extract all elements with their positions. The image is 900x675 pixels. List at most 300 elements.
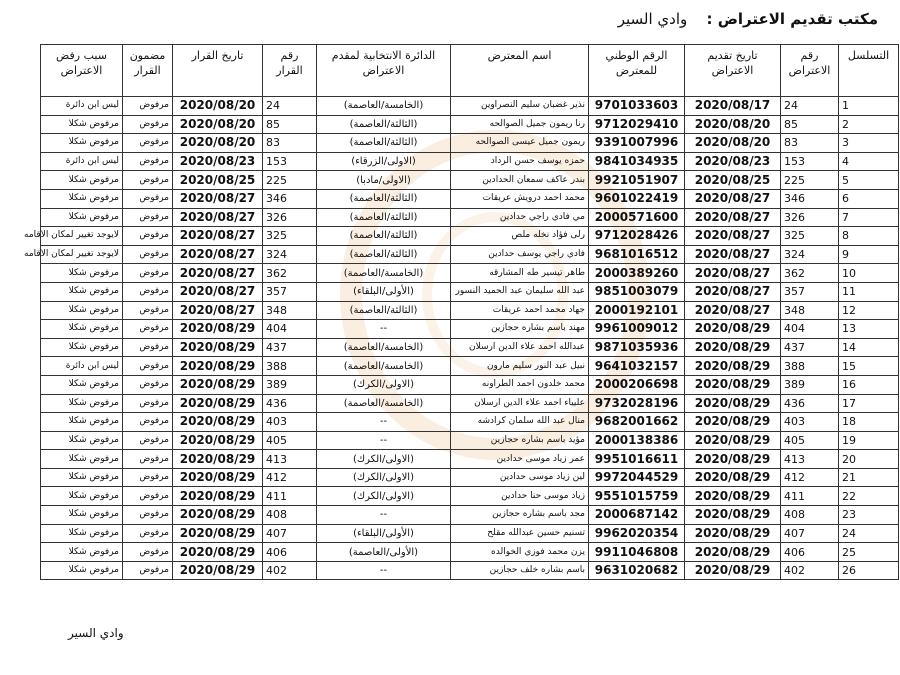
cell-decision-number: 346 [263,189,317,208]
cell-seq: 21 [839,468,899,487]
table-row [41,134,899,153]
cell-district: (الثالثة/العاصمة) [317,208,451,227]
cell-objector-name: رلى فؤاد نخله ملص [451,227,589,246]
cell-decision-date: 2020/08/29 [173,431,263,450]
table-row [41,561,899,580]
cell-objection-date: 2020/08/27 [685,208,781,227]
cell-national-id: 9962020354 [589,524,685,543]
cell-objection-date: 2020/08/25 [685,171,781,190]
cell-objection-number: 357 [781,282,839,301]
cell-objection-date: 2020/08/29 [685,487,781,506]
header-objection-date: تاريخ تقديم الاعتراض [685,45,781,97]
cell-seq: 5 [839,171,899,190]
cell-objection-number: 83 [781,134,839,153]
header-seq: التسلسل [839,45,899,97]
cell-objection-date: 2020/08/17 [685,97,781,116]
cell-decision-date: 2020/08/20 [173,115,263,134]
cell-decision-content: مرفوض [123,431,173,450]
cell-seq: 23 [839,506,899,525]
cell-seq: 7 [839,208,899,227]
cell-district: (الثالثة/العاصمة) [317,189,451,208]
cell-district: -- [317,506,451,525]
cell-rejection-reason: ليس ابن دائرة [41,97,123,116]
header-district: الدائرة الانتخابية لمقدم الاعتراض [317,45,451,97]
cell-rejection-reason: مرفوض شكلا [41,524,123,543]
cell-objection-number: 362 [781,264,839,283]
cell-objector-name: لين زياد موسى حدادين [451,468,589,487]
cell-objector-name: مهند باسم بشاره حجازين [451,320,589,339]
table-row [41,245,899,264]
cell-decision-date: 2020/08/29 [173,357,263,376]
header-objection-number: رقم الاعتراض [781,45,839,97]
cell-objection-number: 412 [781,468,839,487]
cell-rejection-reason: مرفوض شكلا [41,450,123,469]
table-row [41,208,899,227]
cell-decision-date: 2020/08/29 [173,450,263,469]
cell-decision-content: مرفوض [123,264,173,283]
table-row [41,189,899,208]
table-row [41,487,899,506]
cell-national-id: 9851003079 [589,282,685,301]
cell-decision-number: 83 [263,134,317,153]
cell-rejection-reason: مرفوض شكلا [41,115,123,134]
cell-district: -- [317,431,451,450]
cell-objection-number: 436 [781,394,839,413]
cell-objector-name: عمر زياد موسى حدادين [451,450,589,469]
cell-objection-date: 2020/08/27 [685,189,781,208]
header-national-id: الرقم الوطني للمعترض [589,45,685,97]
cell-national-id: 9921051907 [589,171,685,190]
cell-district: (الثالثة/العاصمة) [317,245,451,264]
cell-rejection-reason: مرفوض شكلا [41,320,123,339]
cell-objection-date: 2020/08/27 [685,264,781,283]
cell-objection-date: 2020/08/29 [685,357,781,376]
cell-national-id: 2000138386 [589,431,685,450]
cell-decision-date: 2020/08/29 [173,413,263,432]
cell-rejection-reason: مرفوض شكلا [41,375,123,394]
cell-objector-name: منال عبد الله سلمان كرادشه [451,413,589,432]
cell-objector-name: فادي راجي يوسف حدادين [451,245,589,264]
cell-district: (الثالثة/العاصمة) [317,301,451,320]
cell-rejection-reason: مرفوض شكلا [41,282,123,301]
cell-national-id: 9641032157 [589,357,685,376]
cell-district: -- [317,561,451,580]
cell-objector-name: عبدالله احمد علاء الدين ارسلان [451,338,589,357]
cell-national-id: 9701033603 [589,97,685,116]
page-header [618,10,878,28]
cell-objection-date: 2020/08/29 [685,375,781,394]
cell-decision-content: مرفوض [123,561,173,580]
cell-decision-number: 324 [263,245,317,264]
cell-objector-name: بندر عاكف سمعان الحدادين [451,171,589,190]
cell-rejection-reason: مرفوض شكلا [41,413,123,432]
cell-objector-name: محمد احمد درويش عريقات [451,189,589,208]
footer-district: وادي السير [68,626,124,640]
table-row [41,468,899,487]
cell-national-id: 9871035936 [589,338,685,357]
cell-district: (الاولى/الكرك) [317,450,451,469]
cell-objection-number: 405 [781,431,839,450]
cell-objector-name: مي فادي راجي حدادين [451,208,589,227]
cell-national-id: 2000389260 [589,264,685,283]
cell-seq: 14 [839,338,899,357]
cell-district: (الأولى/العاصمة) [317,543,451,562]
cell-seq: 3 [839,134,899,153]
cell-district: (الخامسة/العاصمة) [317,357,451,376]
cell-decision-number: 389 [263,375,317,394]
cell-seq: 6 [839,189,899,208]
table-row [41,357,899,376]
cell-decision-date: 2020/08/23 [173,152,263,171]
cell-decision-content: مرفوض [123,468,173,487]
cell-objection-date: 2020/08/29 [685,506,781,525]
objection-office-district: وادي السير [617,10,688,28]
cell-decision-content: مرفوض [123,227,173,246]
cell-national-id: 9972044529 [589,468,685,487]
cell-objector-name: ريمون جميل عيسى الصوالحه [451,134,589,153]
cell-objection-date: 2020/08/29 [685,543,781,562]
cell-rejection-reason: مرفوض شكلا [41,171,123,190]
cell-decision-number: 348 [263,301,317,320]
cell-decision-number: 326 [263,208,317,227]
cell-seq: 2 [839,115,899,134]
cell-decision-content: مرفوض [123,450,173,469]
cell-decision-date: 2020/08/29 [173,561,263,580]
table-row [41,264,899,283]
cell-rejection-reason: مرفوض شكلا [41,487,123,506]
cell-decision-number: 388 [263,357,317,376]
cell-objector-name: عبد الله سليمان عبد الحميد النسور [451,282,589,301]
cell-national-id: 9601022419 [589,189,685,208]
cell-objection-number: 24 [781,97,839,116]
cell-objection-number: 348 [781,301,839,320]
cell-national-id: 9551015759 [589,487,685,506]
cell-district: (الاولى/الكرك) [317,375,451,394]
cell-seq: 18 [839,413,899,432]
cell-rejection-reason: مرفوض شكلا [41,301,123,320]
cell-objection-date: 2020/08/27 [685,301,781,320]
cell-objection-number: 403 [781,413,839,432]
cell-objection-number: 225 [781,171,839,190]
cell-objection-date: 2020/08/29 [685,338,781,357]
cell-seq: 20 [839,450,899,469]
cell-district: (الثالثة/العاصمة) [317,115,451,134]
cell-national-id: 9712028426 [589,227,685,246]
cell-decision-date: 2020/08/29 [173,394,263,413]
cell-national-id: 2000571600 [589,208,685,227]
cell-decision-number: 411 [263,487,317,506]
cell-decision-content: مرفوض [123,97,173,116]
cell-decision-number: 402 [263,561,317,580]
cell-decision-date: 2020/08/27 [173,264,263,283]
cell-district: (الخامسة/العاصمة) [317,264,451,283]
cell-decision-date: 2020/08/27 [173,282,263,301]
cell-objection-date: 2020/08/20 [685,134,781,153]
table-row [41,227,899,246]
table-row [41,301,899,320]
cell-district: (الاولى/الكرك) [317,487,451,506]
cell-decision-content: مرفوض [123,245,173,264]
cell-objection-number: 388 [781,357,839,376]
cell-seq: 15 [839,357,899,376]
cell-decision-date: 2020/08/25 [173,171,263,190]
cell-objection-number: 411 [781,487,839,506]
cell-decision-date: 2020/08/29 [173,338,263,357]
cell-rejection-reason: مرفوض شكلا [41,208,123,227]
cell-district: (الثالثة/العاصمة) [317,227,451,246]
table-row [41,152,899,171]
cell-decision-number: 325 [263,227,317,246]
table-row [41,282,899,301]
cell-rejection-reason: مرفوض شكلا [41,506,123,525]
cell-national-id: 9951016611 [589,450,685,469]
table-row [41,115,899,134]
cell-objector-name: حمزه يوسف حسن الرداد [451,152,589,171]
cell-objection-date: 2020/08/27 [685,282,781,301]
cell-objector-name: نذير غضبان سليم النصراوين [451,97,589,116]
cell-objection-date: 2020/08/29 [685,561,781,580]
cell-objector-name: طاهر تيسير طه المشارقه [451,264,589,283]
cell-rejection-reason: ليس ابن دائرة [41,357,123,376]
cell-decision-number: 357 [263,282,317,301]
cell-decision-content: مرفوض [123,506,173,525]
table-row [41,431,899,450]
header-decision-date: تاريخ القرار [173,45,263,97]
cell-objection-date: 2020/08/29 [685,468,781,487]
cell-seq: 8 [839,227,899,246]
cell-decision-date: 2020/08/29 [173,543,263,562]
cell-district: -- [317,320,451,339]
cell-decision-content: مرفوض [123,524,173,543]
cell-objection-number: 325 [781,227,839,246]
table-row [41,543,899,562]
cell-national-id: 9712029410 [589,115,685,134]
cell-decision-date: 2020/08/27 [173,227,263,246]
cell-seq: 19 [839,431,899,450]
cell-district: (الاولى/الزرقاء) [317,152,451,171]
cell-rejection-reason: مرفوض شكلا [41,134,123,153]
cell-national-id: 9681016512 [589,245,685,264]
cell-objection-number: 404 [781,320,839,339]
cell-objection-number: 407 [781,524,839,543]
cell-objector-name: تسنيم حسين عبدالله مقلح [451,524,589,543]
cell-decision-number: 153 [263,152,317,171]
cell-rejection-reason: مرفوض شكلا [41,543,123,562]
cell-objection-date: 2020/08/29 [685,431,781,450]
cell-decision-number: 412 [263,468,317,487]
cell-seq: 26 [839,561,899,580]
cell-decision-date: 2020/08/20 [173,134,263,153]
cell-national-id: 2000192101 [589,301,685,320]
cell-objector-name: رنا ريمون جميل الصوالحه [451,115,589,134]
cell-decision-content: مرفوض [123,282,173,301]
table-row [41,394,899,413]
cell-objection-number: 437 [781,338,839,357]
cell-decision-number: 403 [263,413,317,432]
cell-objection-number: 406 [781,543,839,562]
cell-rejection-reason: مرفوض شكلا [41,189,123,208]
cell-objection-date: 2020/08/29 [685,394,781,413]
cell-district: (الأولى/البلقاء) [317,524,451,543]
cell-objector-name: باسم بشاره خلف حجازين [451,561,589,580]
cell-decision-number: 405 [263,431,317,450]
cell-district: (الخامسة/العاصمة) [317,338,451,357]
cell-objector-name: مجد باسم بشاره حجازين [451,506,589,525]
cell-decision-date: 2020/08/29 [173,487,263,506]
cell-objection-number: 408 [781,506,839,525]
table-row [41,171,899,190]
cell-decision-date: 2020/08/27 [173,301,263,320]
cell-rejection-reason: مرفوض شكلا [41,394,123,413]
cell-national-id: 2000206698 [589,375,685,394]
cell-district: (الاولى/مادبا) [317,171,451,190]
table-header-row [41,45,899,97]
cell-decision-content: مرفوض [123,375,173,394]
header-decision-content: مضمون القرار [123,45,173,97]
cell-decision-number: 24 [263,97,317,116]
cell-rejection-reason: لايوجد تغيير لمكان الاقامه [41,227,123,246]
cell-decision-date: 2020/08/20 [173,97,263,116]
cell-seq: 24 [839,524,899,543]
objections-table-wrapper [24,44,898,580]
cell-decision-date: 2020/08/29 [173,320,263,339]
cell-decision-content: مرفوض [123,134,173,153]
cell-objection-date: 2020/08/27 [685,227,781,246]
cell-decision-date: 2020/08/27 [173,208,263,227]
cell-objector-name: محمد خلدون احمد الطراونه [451,375,589,394]
table-row [41,524,899,543]
cell-decision-content: مرفوض [123,171,173,190]
cell-objection-date: 2020/08/29 [685,320,781,339]
cell-seq: 17 [839,394,899,413]
cell-seq: 16 [839,375,899,394]
cell-decision-number: 362 [263,264,317,283]
header-objector-name: اسم المعترض [451,45,589,97]
cell-decision-number: 408 [263,506,317,525]
cell-objector-name: زياد موسى حنا حدادين [451,487,589,506]
cell-national-id: 9391007996 [589,134,685,153]
cell-objector-name: يزن محمد فوزي الخوالده [451,543,589,562]
cell-rejection-reason: مرفوض شكلا [41,431,123,450]
cell-national-id: 2000687142 [589,506,685,525]
cell-objection-number: 413 [781,450,839,469]
cell-national-id: 9682001662 [589,413,685,432]
header-rejection-reason: سبب رفض الاعتراض [41,45,123,97]
table-row [41,97,899,116]
objection-office-label: مكتب تقديم الاعتراض : [706,10,878,28]
cell-objector-name: عليياء احمد علاء الدين ارسلان [451,394,589,413]
cell-objector-name: نبيل عبد النور سليم مارون [451,357,589,376]
cell-national-id: 9732028196 [589,394,685,413]
cell-seq: 13 [839,320,899,339]
cell-decision-number: 404 [263,320,317,339]
cell-district: -- [317,413,451,432]
cell-objection-date: 2020/08/23 [685,152,781,171]
cell-decision-date: 2020/08/27 [173,189,263,208]
cell-seq: 25 [839,543,899,562]
cell-decision-content: مرفوض [123,320,173,339]
cell-decision-content: مرفوض [123,152,173,171]
cell-district: (الأولى/البلقاء) [317,282,451,301]
cell-district: (الاولى/الكرك) [317,468,451,487]
table-row [41,375,899,394]
cell-decision-number: 436 [263,394,317,413]
cell-decision-date: 2020/08/29 [173,524,263,543]
cell-objection-date: 2020/08/27 [685,245,781,264]
cell-decision-content: مرفوض [123,189,173,208]
cell-seq: 10 [839,264,899,283]
cell-rejection-reason: مرفوض شكلا [41,264,123,283]
table-body [24,97,899,580]
cell-decision-number: 413 [263,450,317,469]
cell-rejection-reason: لايوجد تغيير لمكان الاقامه [41,245,123,264]
cell-decision-date: 2020/08/29 [173,506,263,525]
objections-table [24,44,899,580]
cell-decision-number: 437 [263,338,317,357]
cell-rejection-reason: مرفوض شكلا [41,561,123,580]
cell-seq: 4 [839,152,899,171]
cell-objection-date: 2020/08/29 [685,413,781,432]
table-row [41,320,899,339]
cell-objector-name: مؤيد باسم بشاره حجازين [451,431,589,450]
cell-objection-number: 326 [781,208,839,227]
cell-decision-number: 225 [263,171,317,190]
header-decision-number: رقم القرار [263,45,317,97]
cell-decision-content: مرفوض [123,394,173,413]
cell-decision-content: مرفوض [123,543,173,562]
cell-objection-number: 402 [781,561,839,580]
table-row [41,450,899,469]
cell-seq: 9 [839,245,899,264]
cell-decision-date: 2020/08/29 [173,468,263,487]
cell-decision-content: مرفوض [123,208,173,227]
cell-seq: 22 [839,487,899,506]
table-row [41,506,899,525]
cell-objection-number: 324 [781,245,839,264]
cell-national-id: 9631020682 [589,561,685,580]
cell-objection-number: 85 [781,115,839,134]
cell-rejection-reason: ليس ابن دائرة [41,152,123,171]
cell-decision-number: 85 [263,115,317,134]
cell-decision-date: 2020/08/27 [173,245,263,264]
cell-seq: 12 [839,301,899,320]
cell-decision-content: مرفوض [123,357,173,376]
table-row [41,413,899,432]
cell-objector-name: جهاد محمد احمد عريقات [451,301,589,320]
cell-objection-date: 2020/08/29 [685,450,781,469]
table-row [41,338,899,357]
cell-national-id: 9911046808 [589,543,685,562]
cell-district: (الخامسة/العاصمة) [317,394,451,413]
cell-rejection-reason: مرفوض شكلا [41,468,123,487]
cell-decision-date: 2020/08/29 [173,375,263,394]
cell-decision-content: مرفوض [123,487,173,506]
cell-district: (الثالثة/العاصمة) [317,134,451,153]
cell-decision-content: مرفوض [123,115,173,134]
cell-decision-content: مرفوض [123,301,173,320]
cell-district: (الخامسة/العاصمة) [317,97,451,116]
cell-seq: 11 [839,282,899,301]
cell-objection-number: 346 [781,189,839,208]
cell-objection-number: 153 [781,152,839,171]
cell-objection-date: 2020/08/29 [685,524,781,543]
cell-rejection-reason: مرفوض شكلا [41,338,123,357]
cell-objection-number: 389 [781,375,839,394]
cell-national-id: 9841034935 [589,152,685,171]
cell-seq: 1 [839,97,899,116]
cell-decision-content: مرفوض [123,338,173,357]
cell-national-id: 9961009012 [589,320,685,339]
